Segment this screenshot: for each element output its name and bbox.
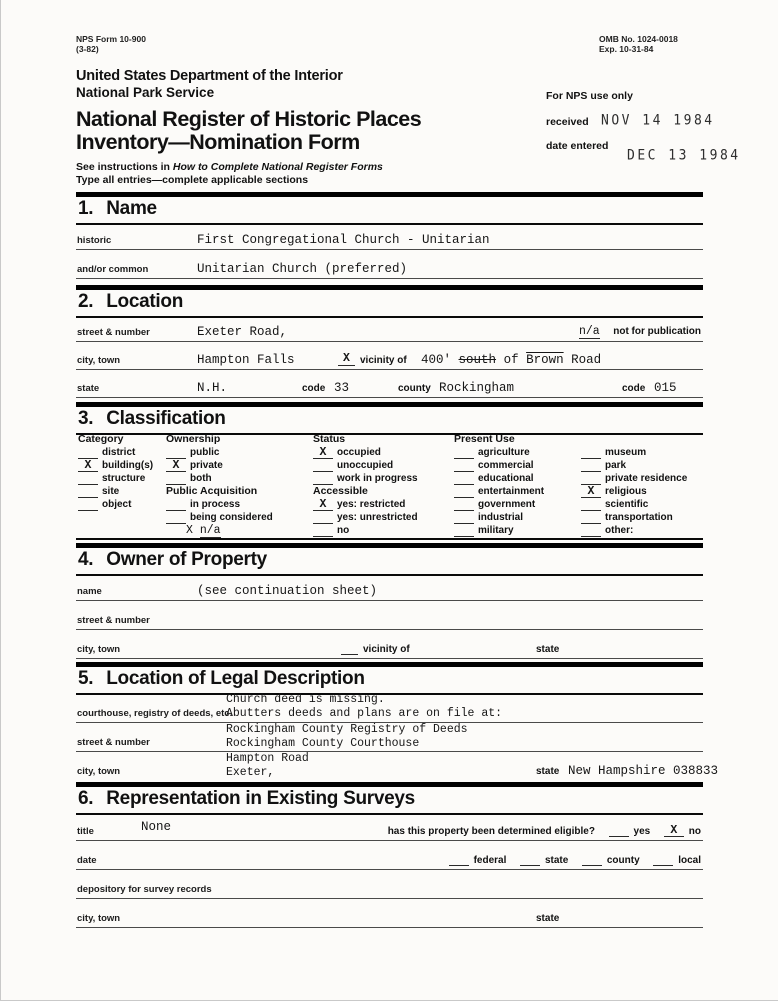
date-entered-label: date entered [546, 140, 609, 152]
not-for-publication-label: not for publication [613, 326, 701, 337]
eligible-yes-checkbox [609, 825, 629, 837]
category-district: district [78, 446, 153, 459]
date-entered-stamp: DEC 13 1984 [627, 147, 741, 164]
use-military: military [454, 524, 544, 537]
use-agriculture: agriculture [454, 446, 544, 459]
ownership-private: X private [166, 459, 273, 472]
use-educational: educational [454, 472, 544, 485]
use-scientific: scientific [581, 498, 687, 511]
section4-title: 4. Owner of Property [78, 549, 267, 570]
object-checkbox [78, 500, 98, 511]
state-label: state [77, 383, 100, 394]
form-title-line2: Inventory—Nomination Form [76, 130, 360, 154]
historic-name-row [76, 224, 703, 250]
owner-city-label: city, town [77, 644, 121, 655]
city-label: city, town [77, 355, 121, 366]
street-number-row [76, 317, 703, 342]
owner-street-label: street & number [77, 615, 150, 626]
county-label: county [398, 383, 431, 394]
section3-title: 3. Classification [78, 408, 226, 429]
scientific-checkbox [581, 500, 601, 511]
in-process-checkbox [166, 500, 186, 511]
eligible-group: has this property been determined eligible? yes X no [387, 824, 701, 837]
public-checkbox [166, 448, 186, 459]
section6-header [76, 782, 703, 815]
received-label: received [546, 116, 589, 128]
commercial-checkbox [454, 461, 474, 472]
educational-checkbox [454, 474, 474, 485]
entertainment-checkbox [454, 487, 474, 498]
public-acquisition-heading: Public Acquisition [166, 485, 258, 497]
city-town-row [76, 345, 703, 370]
park-checkbox [581, 461, 601, 472]
historic-label: historic [77, 235, 112, 246]
section6-title: 6. Representation in Existing Surveys [78, 788, 415, 809]
common-value: Unitarian Church (preferred) [197, 262, 408, 276]
nps-use-only-label: For NPS use only [546, 90, 633, 102]
department-title: United States Department of the Interior [76, 68, 343, 84]
no-checkbox [313, 526, 333, 537]
section2-title: 2. Location [78, 291, 184, 312]
owner-name-row [76, 575, 703, 601]
present-use-column1 [454, 433, 544, 537]
religious-checkbox: X [581, 487, 601, 498]
status-heading: Status [313, 433, 346, 445]
form-title-line1: National Register of Historic Places [76, 107, 422, 131]
courthouse-label: courthouse, registry of deeds, etc. [77, 708, 233, 719]
street-value: Exeter Road, [197, 325, 288, 339]
instructions-line1: See instructions in How to Complete National Register Forms [76, 161, 383, 173]
acquisition-being-considered: being considered [166, 511, 273, 524]
status-occupied: X occupied [313, 446, 418, 459]
structure-checkbox [78, 474, 98, 485]
state-checkbox [520, 854, 540, 866]
state-row [76, 373, 703, 398]
owner-vicinity-checkbox [341, 642, 358, 655]
survey-state-label: state [536, 913, 560, 924]
section2-header [76, 285, 703, 318]
survey-date-row [76, 843, 703, 870]
owner-vicinity-group: vicinity of [341, 642, 410, 655]
ownership-both: both [166, 472, 273, 485]
eligible-no-checkbox: X [664, 825, 684, 837]
legal-state-label: state [536, 766, 560, 777]
owner-name-value: (see continuation sheet) [197, 584, 378, 598]
depository-row [76, 872, 703, 899]
status-work-in-progress: work in progress [313, 472, 418, 485]
omb-line2: Exp. 10-31-84 [599, 44, 654, 54]
industrial-checkbox [454, 513, 474, 524]
district-checkbox [78, 448, 98, 459]
section1-title: 1. Name [78, 198, 157, 219]
use-government: government [454, 498, 544, 511]
vicinity-checkbox: X [338, 353, 355, 366]
omb-number [599, 34, 678, 54]
ownership-column [166, 433, 273, 537]
occupied-checkbox: X [313, 448, 333, 459]
courthouse-value: Church deed is missing. Abutters deeds and plans are on file at: [226, 693, 503, 720]
section5-header [76, 662, 703, 695]
agency-title: National Park Service [76, 85, 215, 100]
survey-level-group: federal state county local [449, 854, 701, 866]
form-number-line1: NPS Form 10-900 [76, 34, 146, 44]
use-commercial: commercial [454, 459, 544, 472]
ownership-public: public [166, 446, 273, 459]
transportation-checkbox [581, 513, 601, 524]
use-museum: museum [581, 446, 687, 459]
status-column [313, 433, 418, 537]
legal-street-row [76, 722, 703, 752]
accessible-yes-restricted: X yes: restricted [313, 498, 418, 511]
yes-unrestricted-checkbox [313, 513, 333, 524]
local-checkbox [653, 854, 673, 866]
site-checkbox [78, 487, 98, 498]
use-private-residence: private residence [581, 472, 687, 485]
legal-street-label: street & number [77, 737, 150, 748]
category-object: object [78, 498, 153, 511]
survey-date-label: date [77, 855, 97, 866]
state-value: N.H. [197, 381, 228, 395]
not-for-publication-group [579, 325, 701, 338]
accessible-no: no [313, 524, 418, 537]
museum-checkbox [581, 448, 601, 459]
ownership-heading: Ownership [166, 433, 221, 445]
city-value: Hampton Falls [197, 353, 295, 367]
code2-value: 015 [654, 381, 677, 395]
survey-city-row [76, 901, 703, 928]
survey-city-label: city, town [77, 913, 121, 924]
category-structure: structure [78, 472, 153, 485]
category-column [78, 433, 153, 511]
vicinity-label: vicinity of [360, 355, 407, 366]
yes-restricted-checkbox: X [313, 500, 333, 511]
category-heading: Category [78, 433, 124, 445]
instructions-manual-title: How to Complete National Register Forms [172, 161, 383, 173]
legal-street-value: Rockingham County Registry of Deeds Rockingham County Courthouse [226, 723, 468, 750]
section1-header [76, 192, 703, 225]
received-date-stamp: NOV 14 1984 [601, 112, 715, 129]
accessible-heading: Accessible [313, 485, 368, 497]
owner-name-label: name [77, 586, 102, 597]
being-considered-checkbox [166, 513, 186, 524]
use-entertainment: entertainment [454, 485, 544, 498]
present-use-heading: Present Use [454, 433, 515, 445]
private-residence-checkbox [581, 474, 601, 485]
vicinity-detail: 400' south of Brown Road [421, 353, 602, 367]
category-buildings: X building(s) [78, 459, 153, 472]
agriculture-checkbox [454, 448, 474, 459]
work-in-progress-checkbox [313, 474, 333, 485]
acquisition-in-process: in process [166, 498, 273, 511]
struck-word-south: south [458, 353, 497, 367]
common-name-row [76, 253, 703, 279]
private-checkbox: X [166, 461, 186, 472]
use-industrial: industrial [454, 511, 544, 524]
present-use-column2 [581, 446, 687, 537]
depository-label: depository for survey records [77, 884, 212, 895]
struck-word-brown: Brown [526, 353, 564, 367]
status-unoccupied: unoccupied [313, 459, 418, 472]
legal-city-row [76, 751, 719, 780]
survey-title-value: None [141, 820, 172, 834]
acquisition-na-typed: X n/a [186, 524, 221, 537]
na-mark: n/a [578, 325, 600, 338]
other-checkbox [581, 526, 601, 537]
use-transportation: transportation [581, 511, 687, 524]
survey-title-row [76, 814, 703, 841]
legal-city-value: Hampton Road Exeter, [226, 752, 309, 779]
code-label: code [302, 383, 326, 394]
owner-street-row [76, 604, 703, 630]
federal-checkbox [449, 854, 469, 866]
use-other: other: [581, 524, 687, 537]
historic-value: First Congregational Church - Unitarian [197, 233, 490, 247]
unoccupied-checkbox [313, 461, 333, 472]
use-religious: X religious [581, 485, 687, 498]
vicinity-group [338, 353, 407, 366]
legal-city-label: city, town [77, 766, 121, 777]
category-site: site [78, 485, 153, 498]
owner-city-row [76, 633, 703, 659]
code2-label: code [622, 383, 646, 394]
military-checkbox [454, 526, 474, 537]
both-checkbox [166, 474, 186, 485]
county-checkbox [582, 854, 602, 866]
survey-title-label: title [77, 826, 94, 837]
section3-header [76, 402, 703, 435]
classification-grid [76, 433, 703, 540]
section5-title: 5. Location of Legal Description [78, 668, 365, 689]
instructions-line2: Type all entries—complete applicable sections [76, 174, 309, 186]
common-label: and/or common [77, 264, 149, 275]
section4-header [76, 543, 703, 576]
buildings-checkbox: X [78, 461, 98, 472]
form-number [76, 34, 146, 54]
accessible-yes-unrestricted: yes: unrestricted [313, 511, 418, 524]
courthouse-row [76, 692, 703, 723]
street-label: street & number [77, 327, 150, 338]
eligible-question: has this property been determined eligible? [387, 826, 595, 837]
code-value: 33 [334, 381, 350, 395]
form-title [76, 108, 421, 154]
county-value: Rockingham [439, 381, 515, 395]
owner-state-label: state [536, 644, 560, 655]
use-park: park [581, 459, 687, 472]
form-number-line2: (3-82) [76, 44, 99, 54]
government-checkbox [454, 500, 474, 511]
omb-line1: OMB No. 1024-0018 [599, 34, 678, 44]
legal-state-value: New Hampshire 038833 [568, 764, 719, 778]
